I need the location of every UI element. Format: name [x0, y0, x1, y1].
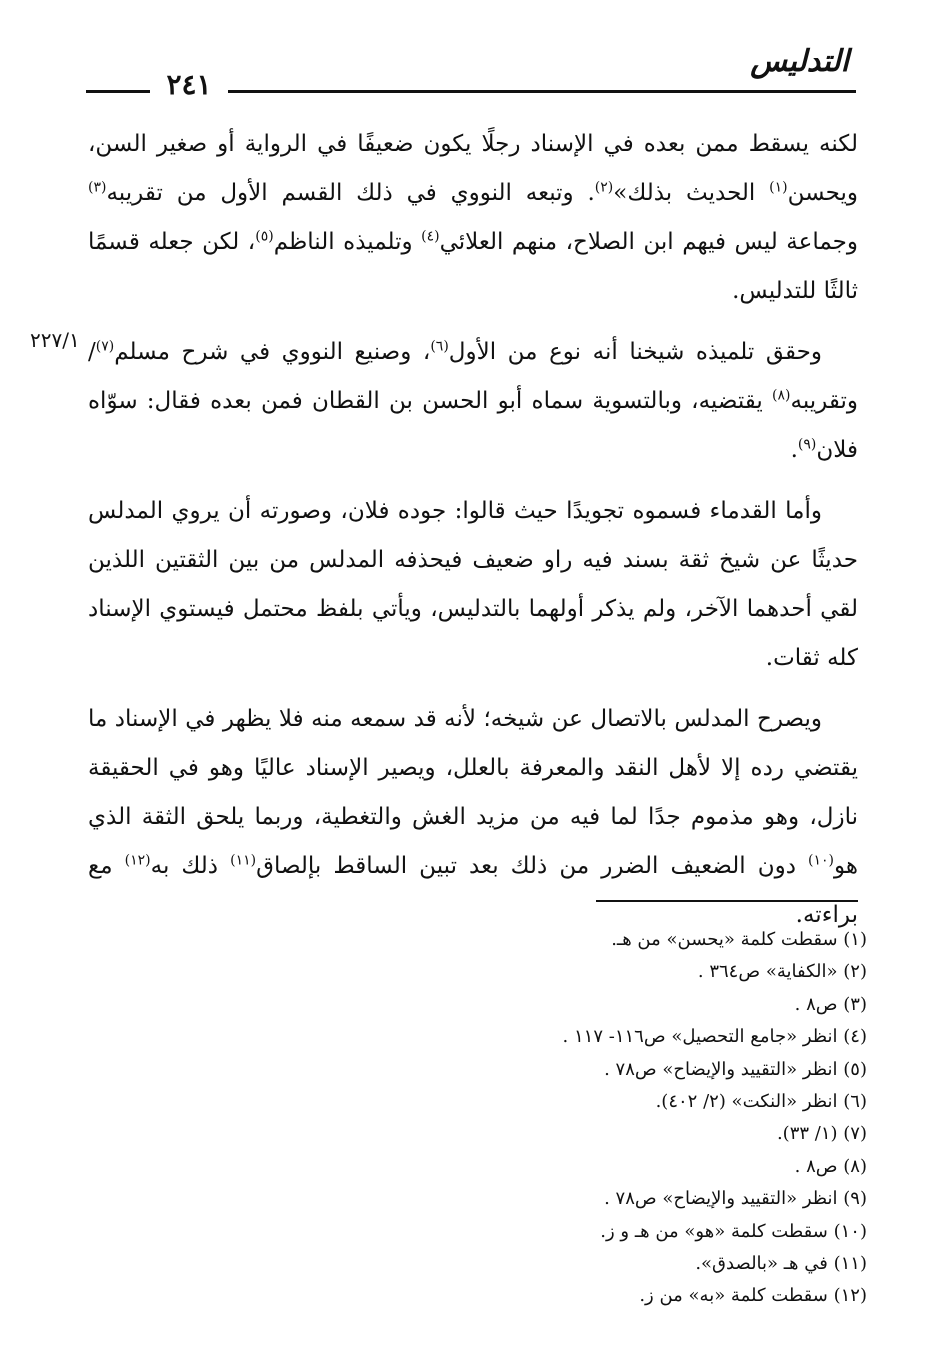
running-header-title: التدليس: [750, 44, 849, 79]
footnote-ref-7: (٧): [95, 338, 115, 355]
text-run: دون الضعيف الضرر من ذلك بعد تبين الساقط بإلصاق: [256, 853, 808, 879]
text-run: يقتضيه، وبالتسوية سماه أبو الحسن بن القطان فمن بعده فقال: سوّاه فلان: [88, 388, 858, 463]
text-run: وجماعة ليس فيهم ابن الصلاح، منهم العلائي: [439, 229, 858, 255]
footnote-item: (١) سقطت كلمة «يحسن» من هـ.: [611, 929, 867, 950]
text-run: لكنه يسقط ممن بعده في الإسناد رجلًا يكون ضعيفًا في الرواية أو صغير السن، ويحسن: [88, 131, 858, 206]
text-run: الحديث بذلك»: [613, 180, 770, 206]
main-text: [88, 120, 858, 952]
footnote-item: (٨) ص٨ .: [794, 1155, 867, 1177]
paragraph-4: [88, 695, 858, 940]
text-run: .: [790, 437, 798, 463]
footnote-item: (٣) ص٨ .: [794, 993, 867, 1015]
footnote-ref-8: (٨): [772, 387, 791, 404]
footnote-item: (٦) انظر «النكت» (٢/ ٤٠٢).: [655, 1091, 867, 1113]
header-rule-left: [86, 90, 150, 93]
footnote-item: (٥) انظر «التقييد والإيضاح» ص٧٨ .: [604, 1058, 867, 1080]
footnotes-list: [367, 924, 867, 1313]
paragraph-1: [88, 120, 858, 316]
footnote-item: (٩) انظر «التقييد والإيضاح» ص٧٨ .: [604, 1188, 867, 1210]
footnote-ref-3: (٣): [88, 179, 107, 196]
footnote-ref-2: (٢): [594, 179, 614, 196]
page-number: ٢٤١: [166, 68, 212, 101]
text-run: وتلميذه الناظم: [273, 229, 422, 255]
footnote-ref-5: (٥): [255, 228, 274, 245]
footnote-item: (٢) «الكفاية» ص٣٦٤ .: [697, 961, 867, 983]
footnote-separator: [596, 900, 858, 902]
footnote-ref-1: (١): [769, 179, 788, 196]
margin-reference: ٢٢٧/١: [30, 328, 80, 352]
text-run: مع براءته.: [88, 853, 858, 928]
text-run: ذلك به: [150, 853, 231, 879]
footnote-ref-11: (١١): [230, 852, 257, 869]
footnote-ref-9: (٩): [797, 436, 817, 453]
footnote-item: (١١) في هـ «بالصدق».: [695, 1253, 867, 1275]
text-run: / وتقريبه: [88, 339, 858, 414]
text-run: . وتبعه النووي في ذلك القسم الأول من تقريبه: [106, 180, 595, 206]
paragraph-2: [88, 328, 858, 475]
footnote-ref-6: (٦): [430, 338, 449, 355]
footnote-ref-10: (١٠): [808, 852, 834, 869]
header-rule-right: [228, 90, 856, 93]
footnote-item: (٤) انظر «جامع التحصيل» ص١١٦- ١١٧ .: [562, 1026, 867, 1048]
paragraph-3: وأما القدماء فسموه تجويدًا حيث قالوا: جوده فلان، وصورته أن يروي المدلس حديثًا عن شيخ ثقة بسند فيه راو ضعيف فيحذفه المدلس من بين الثقتين اللذين لقي أحدهما الآخر، ولم يذكر أولهما بالتدليس، ويأتي بلفظ محتمل فيستوي الإسناد كله ثقات.: [88, 498, 858, 671]
text-run: ، وصنيع النووي في شرح مسلم: [114, 339, 431, 365]
footnote-ref-4: (٤): [421, 228, 440, 245]
footnote-item: (٧) (١/ ٣٣).: [776, 1123, 867, 1145]
footnote-ref-12: (١٢): [124, 852, 151, 869]
text-run: ويصرح المدلس بالاتصال عن شيخه؛ لأنه قد سمعه منه فلا يظهر في الإسناد ما يقتضي رده إلا لأهل النقد والمعرفة بالعلل، ويصير الإسناد عاليًا وهو في الحقيقة نازل، وهو مذموم جدًا لما فيه من مزيد الغش والتغطية، وربما يلحق الثقة الذي هو: [88, 706, 858, 879]
footnote-item: (١٠) سقطت كلمة «هو» من هـ و ز.: [600, 1220, 867, 1242]
text-run: وحقق تلميذه شيخنا أنه نوع من الأول: [448, 339, 822, 365]
text-run: ، لكن جعله قسمًا ثالثًا للتدليس.: [88, 229, 858, 304]
footnote-item: (١٢) سقطت كلمة «به» من ز.: [639, 1285, 867, 1307]
